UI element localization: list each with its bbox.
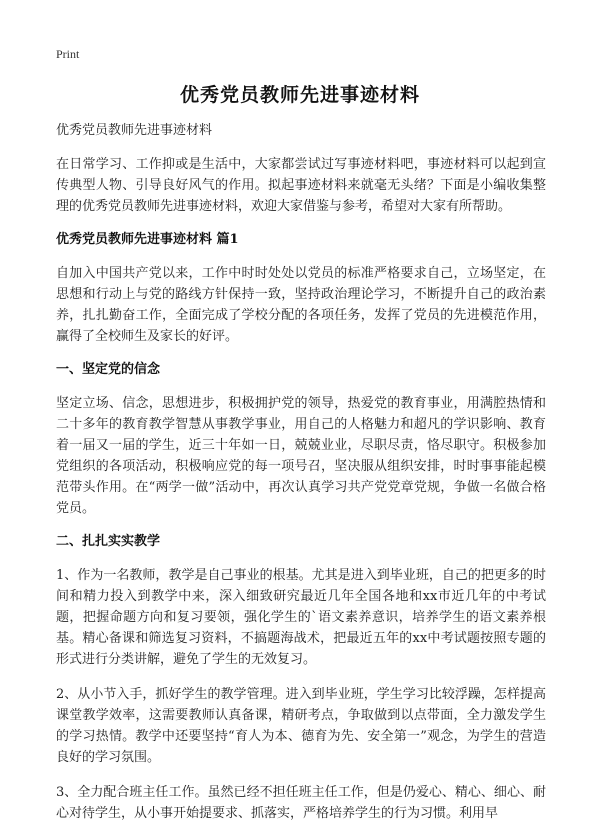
section-title: 优秀党员教师先进事迹材料 篇1 <box>56 232 239 247</box>
paragraph-teaching-3: 3、全力配合班主任工作。虽然已经不担任班主任工作，但是仍爱心、精心、细心、耐心对待学生，从小事开始提要求、抓落实，严格培养学生的行为习惯。利用早 <box>56 785 546 821</box>
section-intro-paragraph: 自加入中国共产党以来，工作中时时处处以党员的标准严格要求自己，立场坚定，在思想和行动上与党的路线方针保持一致，坚持政治理论学习，不断提升自己的政治素养，扎扎勤奋工作，全面完成了学校分配的各项任务，发挥了党员的先进模范作用，赢得了全校师生及家长的好评。 <box>56 266 546 344</box>
heading-teaching: 二、扎扎实实教学 <box>56 534 161 549</box>
heading-belief: 一、坚定党的信念 <box>56 362 161 377</box>
document-title: 优秀党员教师先进事迹材料 <box>179 84 420 106</box>
document-subtitle: 优秀党员教师先进事迹材料 <box>56 123 213 138</box>
document-body <box>56 122 546 838</box>
paragraph-belief: 坚定立场、信念，思想进步，积极拥护党的领导，热爱党的教育事业，用满腔热情和二十多年的教育教学智慧从事教学事业，用自己的人格魅力和超凡的学识影响、教育着一届又一届的学生，近三十年如一日，兢兢业业，尽职尽责，恪尽职守。积极参加党组织的各项活动，积极响应党的每一项号召，坚决服从组织安排，时时事事能起模范带头作用。在“两学一做”活动中，再次认真学习共产党党章党规，争做一名做合格党员。 <box>56 396 546 516</box>
print-link[interactable]: Print <box>56 47 80 61</box>
paragraph-teaching-1: 1、作为一名教师，教学是自己事业的根基。尤其是进入到毕业班，自己的把更多的时间和精力投入到教学中来，深入细致研究最近几年全国各地和xx市近几年的中考试题，把握命题方向和复习要领，强化学生的`语文素养意识，培养学生的语文素养根基。精心备课和筛选复习资料，不搞题海战术，把最近五年的xx中考试题按照专题的形式进行分类讲解，避免了学生的无效复习。 <box>56 568 546 667</box>
paragraph-teaching-2: 2、从小节入手，抓好学生的教学管理。进入到毕业班，学生学习比较浮躁，怎样提高课堂教学效率，这需要教师认真备课，精研考点，争取做到以点带面，全力激发学生的学习热情。教学中还要坚持“育人为本、德育为先、安全第一”观念，为学生的营造良好的学习氛围。 <box>56 687 546 765</box>
intro-paragraph: 在日常学习、工作抑或是生活中，大家都尝试过写事迹材料吧，事迹材料可以起到宣传典型人物、引导良好风气的作用。拟起事迹材料来就毫无头绪？下面是小编收集整理的优秀党员教师先进事迹材料，欢迎大家借鉴与参考，希望对大家有所帮助。 <box>56 157 546 214</box>
